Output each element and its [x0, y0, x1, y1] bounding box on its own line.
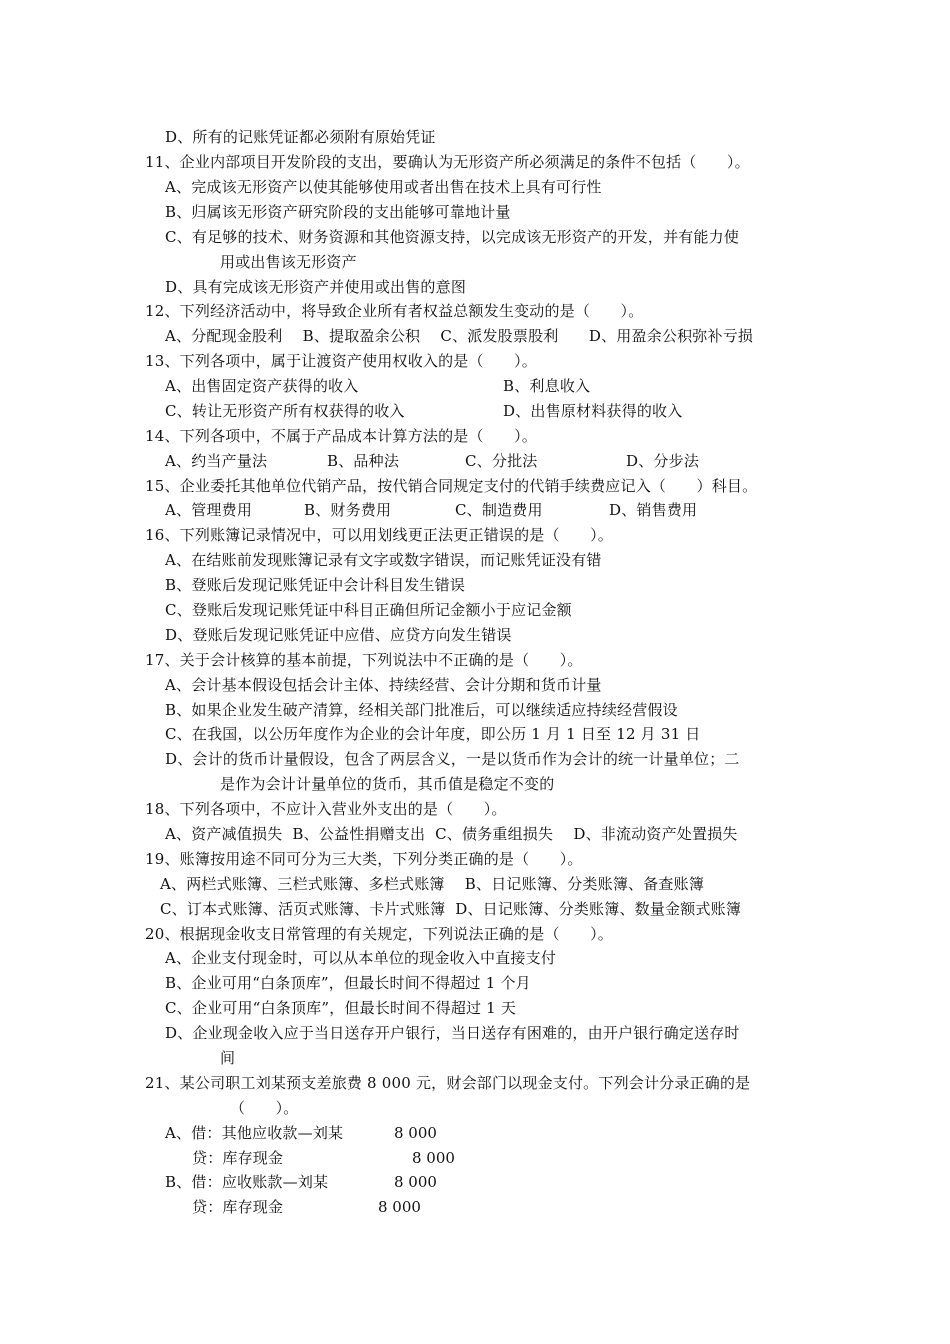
option-17c: C、在我国，以公历年度作为企业的会计年度，即公历 1 月 1 日至 12 月 31 日 — [165, 725, 701, 743]
question-18: 18、下列各项中，不应计入营业外支出的是（ ）。 — [145, 800, 507, 818]
option-21b-credit-amount: 8 000 — [378, 1198, 421, 1216]
option-17d: D、会计的货币计量假设，包含了两层含义，一是以货币作为会计的统一计量单位；二 — [165, 750, 740, 768]
question-16: 16、下列账簿记录情况中，可以用划线更正法更正错误的是（ ）。 — [145, 526, 613, 544]
option-21a-debit: A、借：其他应收款—刘某 — [165, 1124, 344, 1142]
option-20a: A、企业支付现金时，可以从本单位的现金收入中直接支付 — [165, 949, 557, 967]
option-16a: A、在结账前发现账簿记录有文字或数字错误，而记账凭证没有错 — [165, 551, 602, 569]
options-19-ab: A、两栏式账簿、三栏式账簿、多栏式账簿 B、日记账簿、分类账簿、备查账簿 — [160, 875, 705, 893]
question-14: 14、下列各项中，不属于产品成本计算方法的是（ ）。 — [145, 427, 537, 445]
option-16b: B、登账后发现记账凭证中会计科目发生错误 — [165, 576, 466, 594]
option-20d-continued: 间 — [220, 1049, 236, 1067]
question-19: 19、账簿按用途不同可分为三大类，下列分类正确的是（ ）。 — [145, 850, 583, 868]
option-17d-continued: 是作为会计计量单位的货币，其币值是稳定不变的 — [220, 775, 555, 793]
option-11c-continued: 用或出售该无形资产 — [220, 253, 357, 271]
question-13: 13、下列各项中，属于让渡资产使用权收入的是（ ）。 — [145, 352, 537, 370]
question-21-paren: （ ）。 — [230, 1099, 299, 1117]
option-20b: B、企业可用“白条顶库”，但最长时间不得超过 1 个月 — [165, 974, 531, 992]
option-21b-debit-amount: 8 000 — [394, 1173, 437, 1191]
options-18: A、资产减值损失 B、公益性捐赠支出 C、债务重组损失 D、非流动资产处置损失 — [165, 825, 738, 843]
option-13c: C、转让无形资产所有权获得的收入 — [165, 402, 405, 420]
options-12: A、分配现金股利 B、提取盈余公积 C、派发股票股利 D、用盈余公积弥补亏损 — [165, 327, 754, 345]
option-11c: C、有足够的技术、财务资源和其他资源支持，以完成该无形资产的开发，并有能力使 — [165, 228, 740, 246]
option-20c: C、企业可用“白条顶库”，但最长时间不得超过 1 天 — [165, 999, 517, 1017]
option-14d: D、分步法 — [626, 452, 700, 470]
question-11: 11、企业内部项目开发阶段的支出，要确认为无形资产所必须满足的条件不包括（ ）。 — [145, 153, 750, 171]
option-13b: B、利息收入 — [503, 377, 591, 395]
option-14a: A、约当产量法 — [165, 452, 268, 470]
option-21b-credit: 贷：库存现金 — [192, 1198, 284, 1216]
option-16c: C、登账后发现记账凭证中科目正确但所记金额小于应记金额 — [165, 601, 572, 619]
option-16d: D、登账后发现记账凭证中应借、应贷方向发生错误 — [165, 626, 512, 644]
option-14c: C、分批法 — [465, 452, 538, 470]
option-10d: D、所有的记账凭证都必须附有原始凭证 — [165, 128, 436, 146]
option-15d: D、销售费用 — [609, 501, 698, 519]
option-15c: C、制造费用 — [455, 501, 543, 519]
option-20d: D、企业现金收入应于当日送存开户银行，当日送存有困难的，由开户银行确定送存时 — [165, 1024, 740, 1042]
option-17a: A、会计基本假设包括会计主体、持续经营、会计分期和货币计量 — [165, 676, 602, 694]
options-19-cd: C、订本式账簿、活页式账簿、卡片式账簿 D、日记账簿、分类账簿、数量金额式账簿 — [160, 900, 742, 918]
option-15b: B、财务费用 — [304, 501, 392, 519]
question-20: 20、根据现金收支日常管理的有关规定，下列说法正确的是（ ）。 — [145, 925, 613, 943]
option-13d: D、出售原材料获得的收入 — [503, 402, 683, 420]
option-21a-debit-amount: 8 000 — [394, 1124, 437, 1142]
option-21b-debit: B、借：应收账款—刘某 — [165, 1173, 329, 1191]
question-17: 17、关于会计核算的基本前提，下列说法中不正确的是（ ）。 — [145, 651, 583, 669]
option-21a-credit: 贷：库存现金 — [192, 1149, 284, 1167]
option-21a-credit-amount: 8 000 — [412, 1149, 455, 1167]
option-17b: B、如果企业发生破产清算，经相关部门批准后，可以继续适应持续经营假设 — [165, 701, 678, 719]
question-21: 21、某公司职工刘某预支差旅费 8 000 元，财会部门以现金支付。下列会计分录正确的是 — [145, 1074, 751, 1092]
question-15: 15、企业委托其他单位代销产品，按代销合同规定支付的代销手续费应记入（ ）科目。 — [145, 477, 758, 495]
option-11d: D、具有完成该无形资产并使用或出售的意图 — [165, 278, 467, 296]
option-11b: B、归属该无形资产研究阶段的支出能够可靠地计量 — [165, 203, 511, 221]
option-14b: B、品种法 — [327, 452, 400, 470]
option-11a: A、完成该无形资产以使其能够使用或者出售在技术上具有可行性 — [165, 178, 602, 196]
option-13a: A、出售固定资产获得的收入 — [165, 377, 359, 395]
option-15a: A、管理费用 — [165, 501, 253, 519]
question-12: 12、下列经济活动中，将导致企业所有者权益总额发生变动的是（ ）。 — [145, 302, 644, 320]
